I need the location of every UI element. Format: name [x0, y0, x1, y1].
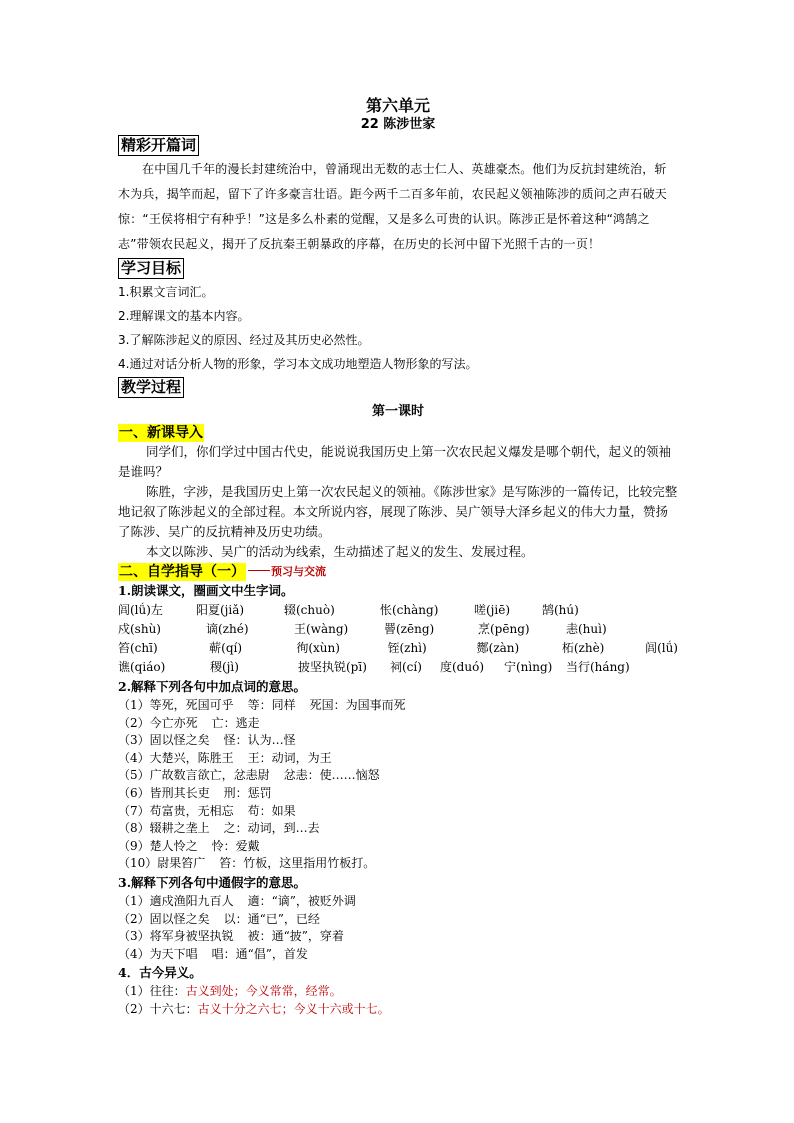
- item-gloss: 死国：为国事而死: [309, 698, 406, 712]
- q2-item: [118, 750, 678, 768]
- item-sentence: （4）大楚兴，陈胜王: [118, 750, 234, 765]
- item-sentence: （3）将军身被坚执锐: [118, 929, 234, 944]
- pinyin-word: 稷(jì): [210, 660, 239, 674]
- item-sentence: （9）楚人怜之: [118, 838, 198, 853]
- pinyin-word: 谪(zhé): [206, 622, 249, 636]
- pinyin-word: 当行(háng): [566, 660, 630, 674]
- pinyin-word: 蕲(qí): [209, 641, 243, 655]
- pinyin-word: 鹄(hú): [542, 603, 579, 617]
- item-sentence: （5）广故数言欲亡，忿恚尉: [118, 768, 270, 783]
- goal-item: 2.理解课文的基本内容。: [118, 309, 250, 323]
- q4-title: 4．古今异义。: [118, 965, 202, 981]
- section-goals: [118, 257, 678, 376]
- goal-item: 3.了解陈涉起义的原因、经过及其历史必然性。: [118, 333, 370, 347]
- opening-text: 在中国几千年的漫长封建统治中，曾涌现出无数的志士仁人、英雄豪杰。他们为反抗封建统治，斩木为兵，揭竿而起，留下了许多豪言壮语。距今两千二百多年前，农民起义领袖陈涉的质问之声石破天惊：“王侯将相宁有种乎！”这是多么朴素的觉醒，又是多么可贵的认识。陈涉正是怀着这种“鸿鹄之志”带领农民起义，揭开了反抗秦王朝暴政的序幕，在历史的长河中留下光照千古的一页！: [118, 162, 668, 251]
- pinyin-word: 闾(lǘ): [645, 641, 678, 655]
- item-sentence: （8）辍耕之垄上: [118, 821, 210, 836]
- goal-item: 1.积累文言词汇。: [118, 285, 214, 299]
- q3-item: [118, 946, 678, 964]
- q2-item: [118, 838, 678, 856]
- pinyin-word: 辍(chuò): [284, 603, 335, 617]
- intro-paragraph: 同学们，你们学过中国古代史，能说说我国历史上第一次农民起义爆发是哪个朝代，起义的领袖是谁吗？: [118, 444, 672, 479]
- q2-item: [118, 715, 678, 733]
- document-page: [118, 96, 678, 1019]
- q3-item: [118, 893, 678, 911]
- q3-item: [118, 928, 678, 946]
- goals-heading: 学习目标: [118, 258, 184, 279]
- pinyin-row: [118, 658, 678, 677]
- item-meaning: 古义到处；今义常常，经常。: [185, 984, 342, 999]
- item-gloss: 笞：竹板，这里指用竹板打。: [219, 856, 376, 871]
- item-gloss: 怪：认为…怪: [223, 733, 296, 748]
- pinyin-word: 闾(lǘ)左: [118, 603, 163, 617]
- item-gloss: 王：动词，为王: [247, 750, 332, 765]
- pinyin-row: [118, 601, 678, 620]
- pinyin-word: 罾(zēng): [384, 622, 435, 636]
- item-gloss: 適：“谪”，被贬外调: [247, 893, 356, 908]
- item-gloss: 唱：通“倡”，首发: [211, 946, 308, 961]
- goal-item: 4.通过对话分析人物的形象，学习本文成功地塑造人物形象的写法。: [118, 357, 478, 371]
- pinyin-word: 柘(zhè): [561, 641, 605, 655]
- pinyin-word: 徇(xùn): [296, 641, 340, 655]
- self-study-label: 二、自学指导（一）: [119, 564, 245, 580]
- q4-item: [118, 983, 678, 1001]
- q3-item: [118, 911, 678, 929]
- pinyin-row: [118, 620, 678, 639]
- item-gloss: 刑：惩罚: [223, 785, 272, 800]
- q2-item: [118, 855, 678, 873]
- self-study-sub: [248, 563, 326, 581]
- item-gloss: 怜：爱戴: [211, 838, 260, 853]
- q2-item: [118, 767, 678, 785]
- pinyin-word: 阳夏(jiǎ): [196, 603, 245, 617]
- pinyin-word: 铚(zhì): [387, 641, 427, 655]
- lesson-title: 22 陈涉世家: [360, 117, 436, 132]
- process-heading: 教学过程: [118, 377, 184, 398]
- pinyin-word: 度(duó): [440, 660, 484, 674]
- q3-title: 3.解释下列各句中通假字的意思。: [118, 874, 307, 890]
- opening-heading: 精彩开篇词: [118, 135, 199, 156]
- pinyin-word: 王(wàng): [294, 622, 349, 636]
- pinyin-word: 怅(chàng): [380, 603, 439, 617]
- q2-item: [118, 732, 678, 750]
- item-gloss: 苟：如果: [247, 803, 296, 818]
- item-term: （2）十六七：: [118, 1001, 198, 1016]
- pinyin-row: [118, 639, 678, 658]
- pinyin-word: 笞(chī): [118, 641, 158, 655]
- q2-item: [118, 820, 678, 838]
- pinyin-word: 嗟(jiē): [474, 603, 511, 617]
- intro-label: 一、新课导入: [119, 425, 203, 441]
- section-process: [118, 376, 678, 1019]
- item-gloss: 等：同样: [247, 698, 296, 712]
- item-sentence: （7）苟富贵，无相忘: [118, 803, 234, 818]
- item-gloss: 以：通“已”，已经: [223, 911, 320, 926]
- item-meaning: 古义十分之六七；今义十六或十七。: [197, 1001, 390, 1016]
- pinyin-word: 恚(huì): [566, 622, 607, 636]
- lesson-time: 第一课时: [371, 404, 424, 419]
- intro-paragraph: 本文以陈涉、吴广的活动为线索，生动描述了起义的发生、发展过程。: [146, 544, 534, 559]
- q2-item: [118, 785, 678, 803]
- item-gloss: 亡：逃走: [211, 715, 260, 730]
- pinyin-word: 酂(zàn): [476, 641, 520, 655]
- item-sentence: （1）適戍渔阳九百人: [118, 893, 234, 908]
- q2-title: 2.解释下列各句中加点词的意思。: [118, 679, 307, 694]
- item-sentence: （1）等死，死国可乎: [118, 698, 234, 712]
- item-gloss: 之：动词，到…去: [223, 821, 320, 836]
- pinyin-word: 披坚执锐(pī): [298, 660, 367, 674]
- item-gloss: 忿恚：使……恼怒: [283, 768, 380, 783]
- item-sentence: （4）为天下唱: [118, 946, 198, 961]
- pinyin-word: 祠(cí): [390, 660, 422, 674]
- pinyin-word: 宁(nìng): [504, 660, 553, 674]
- section-opening: [118, 134, 678, 257]
- q2-item: [118, 803, 678, 821]
- pinyin-word: 戍(shù): [118, 622, 161, 636]
- pinyin-word: 烹(pēng): [478, 622, 530, 636]
- item-term: （1）往往：: [118, 984, 186, 999]
- item-sentence: （2）固以怪之矣: [118, 911, 210, 926]
- intro-paragraph: 陈胜，字涉，是我国历史上第一次农民起义的领袖。《陈涉世家》是写陈涉的一篇传记，比较完整地记叙了陈涉起义的全部过程。本文所说内容，展现了陈涉、吴广领导大泽乡起义的伟大力量，赞扬了陈涉、吴广的反抗精神及历史功绩。: [118, 484, 678, 539]
- self-study-sub-text: 预习与交流: [271, 565, 326, 578]
- item-sentence: （2）今亡亦死: [118, 715, 198, 730]
- pinyin-word: 谯(qiáo): [118, 660, 166, 674]
- item-sentence: （6）皆刑其长吏: [118, 785, 210, 800]
- item-sentence: （3）固以怪之矣: [118, 733, 210, 748]
- q1-title: 1.朗读课文，圈画文中生字词。: [118, 583, 294, 598]
- q2-item: [118, 697, 678, 715]
- item-gloss: 被：通“披”，穿着: [247, 929, 344, 944]
- unit-title: 第六单元: [365, 96, 430, 115]
- q4-item: [118, 1001, 678, 1019]
- item-sentence: （10）尉果笞广: [118, 856, 206, 871]
